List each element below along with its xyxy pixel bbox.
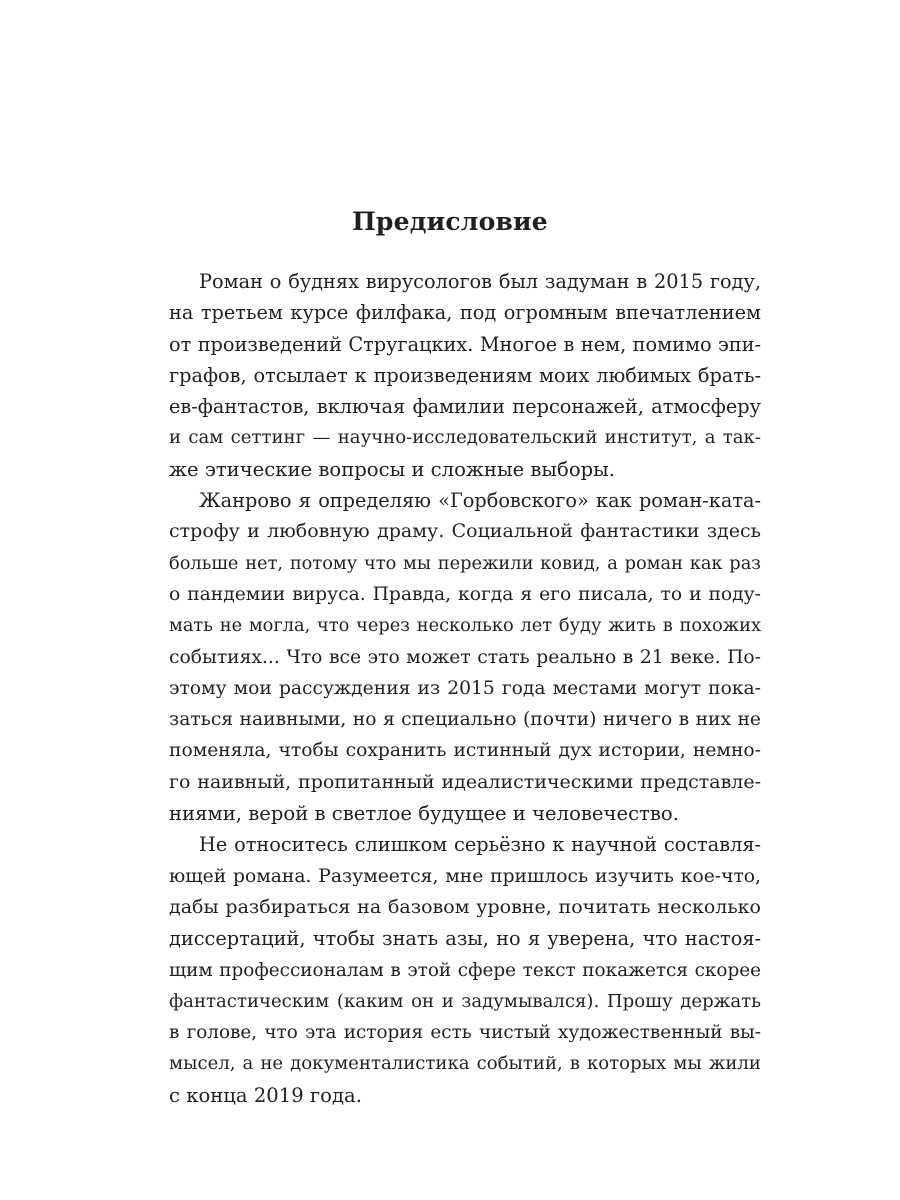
text-line: го наивный, пропитанный идеалистическими представле- [169,770,761,793]
text-line: строфу и любовную драму. Социальной фантастики здесь [169,520,761,543]
body-text [169,266,761,1111]
text-line: с конца 2019 года. [169,1083,362,1107]
text-line: и сам сеттинг — научно-исследовательский институт, а так- [169,427,761,449]
text-line: Роман о буднях вирусологов был задуман в 2015 году, [199,270,761,293]
text-line: на третьем курсе филфака, под огромным впечатлением [169,301,761,325]
paragraph [169,485,761,829]
text-line: этому мои рассуждения из 2015 года местами могут пока- [169,677,761,699]
text-line: заться наивными, но я специально (почти) ничего в них не [169,709,761,731]
text-line: ющей романа. Разумеется, мне пришлось изучить кое-что, [169,865,761,887]
page-title: Предисловие [352,207,548,236]
text-line: ев-фантастов, включая фамилии персонажей, атмосферу [169,395,761,419]
text-line: щим профессионалам в этой сфере текст покажется скорее [169,959,761,981]
text-line: Жанрово я определяю «Горбовского» как роман-ката- [199,489,761,513]
text-line: мать не могла, что через несколько лет буду жить в похожих [169,615,761,637]
text-line: о пандемии вируса. Правда, когда я его писала, то и поду- [169,583,761,605]
text-line: графов, отсылает к произведениям моих любимых брать- [169,363,761,387]
paragraph [169,266,761,485]
text-line: ниями, верой в светлое будущее и человечество. [169,802,679,826]
text-line: фантастическим (каким он и задумывался). Прошу держать [169,990,761,1012]
text-line: больше нет, потому что мы пережили ковид, а роман как раз [169,552,761,574]
text-line: поменяла, чтобы сохранить истинный дух истории, немно- [169,740,761,762]
text-line: диссертаций, чтобы знать азы, но я уверена, что настоя- [169,927,761,951]
text-line: Не относитесь слишком серьёзно к научной составля- [199,833,761,857]
text-line: мысел, а не документалистика событий, в которых мы жили [169,1053,761,1075]
text-line: дабы разбираться на базовом уровне, почитать несколько [169,895,761,918]
text-line: в голове, что эта история есть чистый художественный вы- [169,1022,761,1044]
text-line: событиях... Что все это может стать реально в 21 веке. По- [169,646,761,668]
text-line: от произведений Стругацких. Многое в нем, помимо эпи- [169,332,761,356]
text-line: же этические вопросы и сложные выборы. [169,457,615,481]
paragraph [169,829,761,1111]
